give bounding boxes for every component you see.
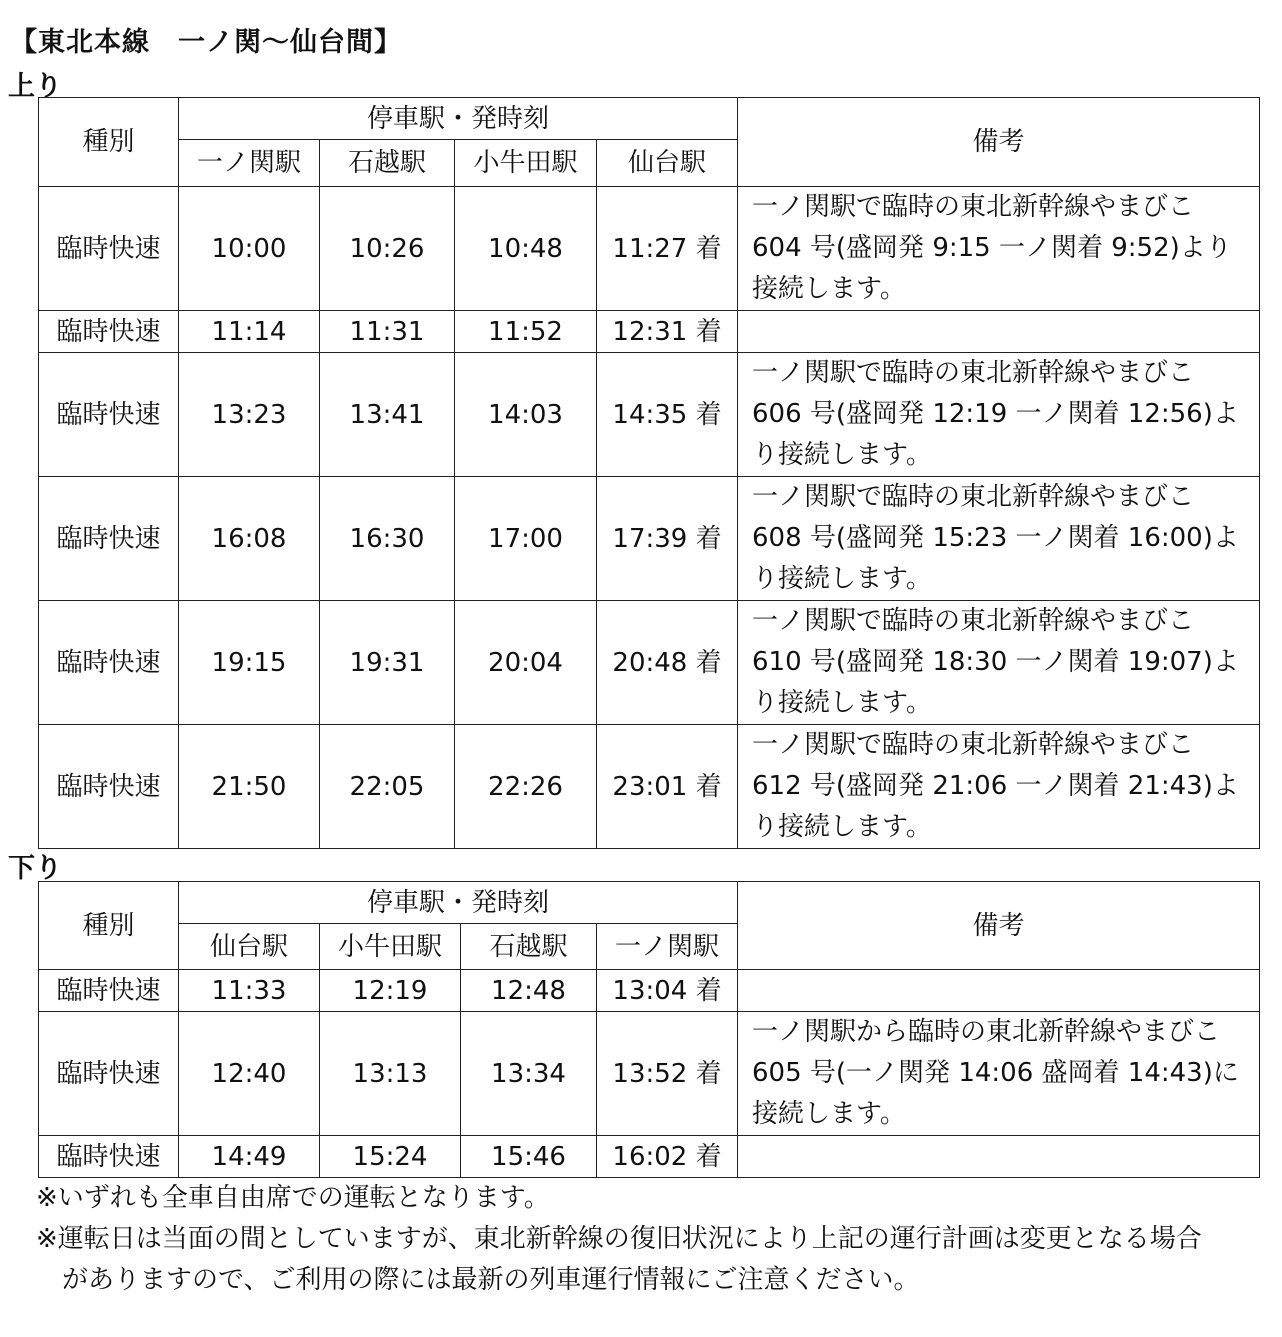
time-cell: 12:40 (179, 1012, 320, 1136)
remark-cell (738, 1012, 1260, 1136)
time-cell: 12:48 (461, 970, 597, 1012)
time-cell: 20:48 着 (597, 601, 738, 725)
train-type: 臨時快速 (39, 187, 179, 311)
time-cell: 11:27 着 (597, 187, 738, 311)
time-cell: 11:14 (179, 311, 320, 353)
remark-line: 一ノ関駅で臨時の東北新幹線やまびこ (752, 192, 1195, 222)
time-cell: 17:00 (455, 477, 597, 601)
remark-line: 一ノ関駅から臨時の東北新幹線やまびこ (752, 1017, 1221, 1047)
section-label-up: 上り (8, 71, 62, 102)
page-title: 【東北本線 一ノ関〜仙台間】 (10, 27, 402, 58)
time-cell: 13:13 (320, 1012, 461, 1136)
table-row (39, 1012, 1260, 1136)
header-stops-group: 停車駅・発時刻 (179, 98, 738, 140)
remark-line: り接続します。 (752, 812, 932, 842)
time-cell: 16:08 (179, 477, 320, 601)
time-cell: 10:00 (179, 187, 320, 311)
time-cell: 17:39 着 (597, 477, 738, 601)
header-station: 一ノ関駅 (597, 924, 738, 970)
time-cell: 11:31 (320, 311, 455, 353)
time-cell: 11:52 (455, 311, 597, 353)
time-cell: 10:26 (320, 187, 455, 311)
remark-line: 一ノ関駅で臨時の東北新幹線やまびこ (752, 730, 1195, 760)
header-station: 石越駅 (461, 924, 597, 970)
train-type: 臨時快速 (39, 601, 179, 725)
table-row (39, 187, 1260, 311)
remark-cell (738, 970, 1260, 1012)
time-cell: 14:49 (179, 1136, 320, 1178)
remark-cell (738, 601, 1260, 725)
header-station: 一ノ関駅 (179, 140, 320, 187)
remark-line: 610 号(盛岡発 18:30 一ノ関着 19:07)よ (752, 647, 1239, 677)
remark-line: り接続します。 (752, 564, 932, 594)
header-station: 石越駅 (320, 140, 455, 187)
header-station: 仙台駅 (597, 140, 738, 187)
table-row (39, 353, 1260, 477)
remark-cell (738, 477, 1260, 601)
time-cell: 22:26 (455, 725, 597, 849)
time-cell: 13:41 (320, 353, 455, 477)
header-remarks: 備考 (738, 882, 1260, 970)
time-cell: 14:35 着 (597, 353, 738, 477)
train-type: 臨時快速 (39, 725, 179, 849)
remark-line: 一ノ関駅で臨時の東北新幹線やまびこ (752, 482, 1195, 512)
time-cell: 21:50 (179, 725, 320, 849)
remark-line: 604 号(盛岡発 9:15 一ノ関着 9:52)より (752, 233, 1232, 263)
time-cell: 13:23 (179, 353, 320, 477)
time-cell: 16:02 着 (597, 1136, 738, 1178)
train-type: 臨時快速 (39, 353, 179, 477)
remark-cell (738, 1136, 1260, 1178)
train-type: 臨時快速 (39, 311, 179, 353)
time-cell: 19:15 (179, 601, 320, 725)
time-cell: 19:31 (320, 601, 455, 725)
remark-line: り接続します。 (752, 688, 932, 718)
remark-line: 612 号(盛岡発 21:06 一ノ関着 21:43)よ (752, 771, 1239, 801)
time-cell: 13:04 着 (597, 970, 738, 1012)
time-cell: 13:34 (461, 1012, 597, 1136)
remark-cell (738, 725, 1260, 849)
remark-line: り接続します。 (752, 440, 932, 470)
footnote: がありますので、ご利用の際には最新の列車運行情報にご注意ください。 (36, 1265, 920, 1295)
table-row (39, 970, 1260, 1012)
train-type: 臨時快速 (39, 477, 179, 601)
table-row (39, 477, 1260, 601)
time-cell: 22:05 (320, 725, 455, 849)
train-type: 臨時快速 (39, 1136, 179, 1178)
remark-line: 一ノ関駅で臨時の東北新幹線やまびこ (752, 606, 1195, 636)
remark-line: 605 号(一ノ関発 14:06 盛岡着 14:43)に (752, 1058, 1239, 1088)
time-cell: 16:30 (320, 477, 455, 601)
time-cell: 13:52 着 (597, 1012, 738, 1136)
table-row (39, 725, 1260, 849)
table-row (39, 601, 1260, 725)
time-cell: 20:04 (455, 601, 597, 725)
section-label-down: 下り (8, 853, 62, 884)
footnote: ※運転日は当面の間としていますが、東北新幹線の復旧状況により上記の運行計画は変更となる場合 (36, 1224, 1202, 1254)
train-type: 臨時快速 (39, 970, 179, 1012)
table-row (39, 1136, 1260, 1178)
time-cell: 10:48 (455, 187, 597, 311)
remark-line: 一ノ関駅で臨時の東北新幹線やまびこ (752, 358, 1195, 388)
header-station: 小牛田駅 (455, 140, 597, 187)
time-cell: 14:03 (455, 353, 597, 477)
remark-line: 接続します。 (752, 274, 906, 304)
time-cell: 11:33 (179, 970, 320, 1012)
remark-line: 606 号(盛岡発 12:19 一ノ関着 12:56)よ (752, 399, 1239, 429)
remark-cell (738, 187, 1260, 311)
header-station: 仙台駅 (179, 924, 320, 970)
time-cell: 15:46 (461, 1136, 597, 1178)
header-stops-group: 停車駅・発時刻 (179, 882, 738, 924)
remark-line: 608 号(盛岡発 15:23 一ノ関着 16:00)よ (752, 523, 1239, 553)
time-cell: 15:24 (320, 1136, 461, 1178)
time-cell: 23:01 着 (597, 725, 738, 849)
train-type: 臨時快速 (39, 1012, 179, 1136)
time-cell: 12:31 着 (597, 311, 738, 353)
header-type: 種別 (39, 882, 179, 970)
header-type: 種別 (39, 98, 179, 187)
time-cell: 12:19 (320, 970, 461, 1012)
remark-line: 接続します。 (752, 1099, 906, 1129)
timetable-down (38, 881, 1260, 1178)
header-remarks: 備考 (738, 98, 1260, 187)
footnote: ※いずれも全車自由席での運転となります。 (36, 1183, 550, 1213)
header-station: 小牛田駅 (320, 924, 461, 970)
remark-cell (738, 353, 1260, 477)
timetable-up (38, 97, 1260, 849)
table-row (39, 311, 1260, 353)
remark-cell (738, 311, 1260, 353)
